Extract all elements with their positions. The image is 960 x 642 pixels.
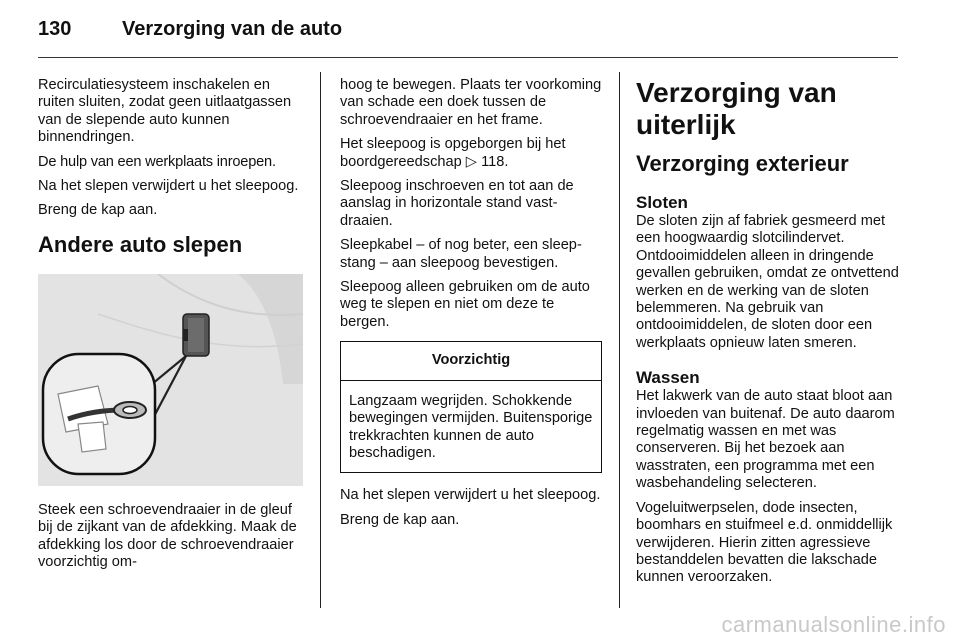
column-1 [38, 77, 306, 578]
section-heading: Andere auto slepen [38, 231, 243, 257]
tow-hook-cover-icon [38, 274, 303, 486]
paragraph: Sleepoog inschroeven en tot aan de aanslag in horizontale stand vastdraaien. [340, 178, 574, 229]
paragraph [340, 136, 602, 171]
paragraph-text: Het sleepoog is opgeborgen bij het boordgereedschap [340, 136, 566, 170]
paragraph: Vogeluitwerpselen, dode insecten, boomhars en stuifmeel e.d. onmiddellijk verwijderen. Hierin zitten agressieve bestanddelen bevatten die lakschade kunnen veroorzaken. [636, 499, 893, 586]
header-rule [38, 57, 898, 58]
paragraph: Het lakwerk van de auto staat bloot aan invloeden van buitenaf. De auto daarom regelmatig wassen en met was conserveren. Bij het bezoek aan wasstraten, een programma met een wasbehandeling selecteren. [636, 388, 895, 492]
topic-heading-sloten: Sloten [636, 193, 688, 212]
page-reference: 118. [481, 153, 509, 170]
watermark: carmanualsonline.info [721, 612, 946, 637]
page-header [38, 18, 342, 46]
subsection-title: Verzorging exterieur [636, 151, 849, 176]
warning-title: Voorzichtig [341, 342, 601, 380]
paragraph: Breng de kap aan. [340, 511, 460, 528]
paragraph: Steek een schroevendraaier in de gleuf bij de zijkant van de afdekking. Maak de afdekking los door de schroevendraaier voorzichtig om- [38, 501, 297, 571]
topic-heading-wassen: Wassen [636, 368, 700, 388]
column-divider-1 [320, 72, 321, 608]
warning-box [340, 341, 602, 473]
warning-text: Langzaam wegrijden. Schokkende bewegingen vermijden. Buitensporige trekkrachten kunnen de auto beschadigen. [349, 392, 593, 461]
paragraph: Recirculatiesysteem inschakelen en ruiten sluiten, zodat geen uitlaatgassen van de slepende auto kunnen binnendringen. [38, 77, 292, 146]
chapter-title: Verzorging van de auto [122, 18, 343, 40]
paragraph: Na het slepen verwijdert u het sleepoog. [340, 487, 601, 504]
column-divider-2 [619, 72, 620, 608]
paragraph: Na het slepen verwijdert u het sleepoog. [38, 178, 299, 195]
section-title: Verzorging van uiterlijk [636, 77, 837, 140]
page-number: 130 [38, 18, 72, 40]
paragraph: De hulp van een werkplaats inroepen. [38, 153, 276, 170]
towing-eye-illustration [38, 274, 303, 486]
paragraph: De sloten zijn af fabriek gesmeerd met een hoogwaardig slotcilindervet. Ontdooimiddelen alleen in dringende gevallen gebruiken, omdat ze ontvettend werken en de werking van de sloten belemmeren. Na gebruik van ontdooimiddelen, de sloten door een werkplaats opnieuw laten smeren. [636, 213, 899, 351]
page-reference-arrow-icon: ▷ [465, 153, 478, 170]
paragraph: Breng de kap aan. [38, 202, 158, 219]
paragraph: Sleepkabel – of nog beter, een sleepstang – aan sleepoog bevestigen. [340, 237, 582, 271]
column-2 [340, 77, 602, 536]
paragraph: hoog te bewegen. Plaats ter voorkoming van schade een doek tussen de schroevendraaier en het frame. [340, 77, 602, 128]
column-3 [636, 77, 904, 594]
paragraph: Sleepoog alleen gebruiken om de auto weg te slepen en niet om deze te bergen. [340, 279, 590, 330]
